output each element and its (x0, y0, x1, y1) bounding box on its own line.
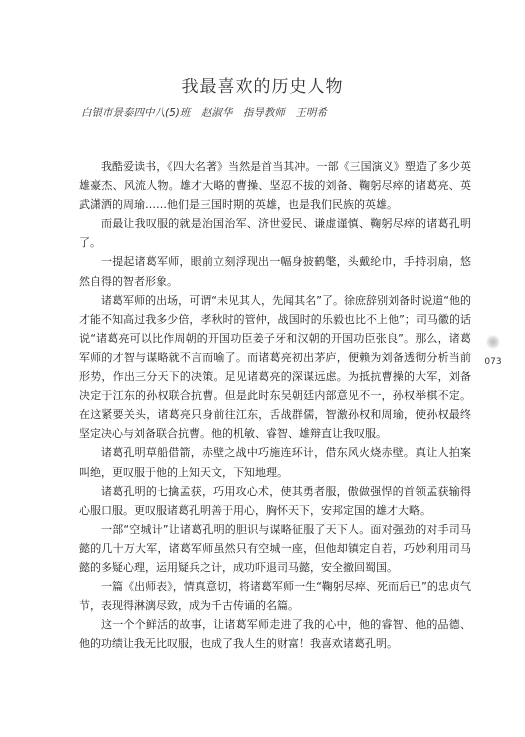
page-number: 073 (484, 357, 502, 367)
article-body (79, 157, 471, 653)
paragraph: 这一个个鲜活的故事，让诸葛军师走进了我的心中，他的睿智、他的品德、他的功绩让我无比叹服，也成了我人生的财富！我喜欢诸葛孔明。 (79, 618, 471, 651)
author-byline: 白银市景泰四中八(5)班 赵淑华 指导教师 王明希 (81, 107, 327, 119)
paragraph: 而最让我叹服的就是治国治军、济世爱民、谦虚谨慎、鞠躬尽瘁的诸葛孔明了。 (79, 217, 471, 250)
paragraph: 一部“空城计”让诸葛孔明的胆识与谋略征服了天下人。面对强劲的对手司马懿的几十万大军，诸葛军师虽然只有空城一座，但他却镇定自若，巧妙利用司马懿的多疑心理，运用疑兵之计，成功吓退司马懿，安全撤回蜀国。 (79, 522, 471, 574)
page-number-marker (478, 335, 508, 375)
paragraph: 一提起诸葛军师，眼前立刻浮现出一幅身披鹤氅，头戴纶巾，手持羽扇，悠然自得的智者形象。 (79, 255, 471, 288)
paragraph: 诸葛军师的出场，可谓“未见其人，先闻其名”了。徐庶辞别刘备时说道“他的才能不知高过我多少倍，孝秋时的管仲，战国时的乐毅也比不上他”；司马徽的话说“诸葛亮可以比作周朝的开国功臣姜子牙和汉朝的开国功臣张良”。那么，诸葛军师的才智与谋略就不言而喻了。而诸葛亮初出茅庐，便赖为刘备透彻分析当前形势，作出三分天下的决策。足见诸葛亮的深谋远虑。为抵抗曹操的大军，刘备决定于江东的孙权联合抗曹。但是此时东吴朝廷内部意见不一，孙权举棋不定。在这紧要关头，诸葛亮只身前往江东，舌战群儒，智激孙权和周瑜，使孙权最终坚定决心与刘备联合抗曹。他的机敏、睿智、雄辩直让我叹服。 (79, 293, 471, 441)
paragraph: 诸葛孔明草船借箭，赤壁之战中巧施连环计，借东风火烧赤壁。真让人拍案叫绝，更叹服于他的上知天文，下知地理。 (79, 446, 471, 479)
article-title: 我最喜欢的历史人物 (181, 77, 344, 97)
paragraph: 我酷爱读书，《四大名著》当然是首当其冲。一部《三国演义》塑造了多少英雄豪杰、风流人物。雄才大略的曹操、坚忍不拔的刘备、鞠躬尽瘁的诸葛亮、英武潇洒的周瑜……他们是三国时期的英雄，也是我们民族的英雄。 (79, 160, 471, 212)
paragraph: 诸葛孔明的七擒孟获，巧用攻心术，使其勇者服，傲做强悍的首领孟获输得心服口服。更叹服诸葛孔明善于用心，胸怀天下，安邦定国的雄才大略。 (79, 484, 471, 517)
paragraph: 一篇《出师表》，情真意切，将诸葛军师一生“鞠躬尽瘁、死而后已”的忠贞气节，表现得淋漓尽致，成为千古传诵的名篇。 (79, 580, 471, 613)
starburst-icon (486, 335, 500, 349)
